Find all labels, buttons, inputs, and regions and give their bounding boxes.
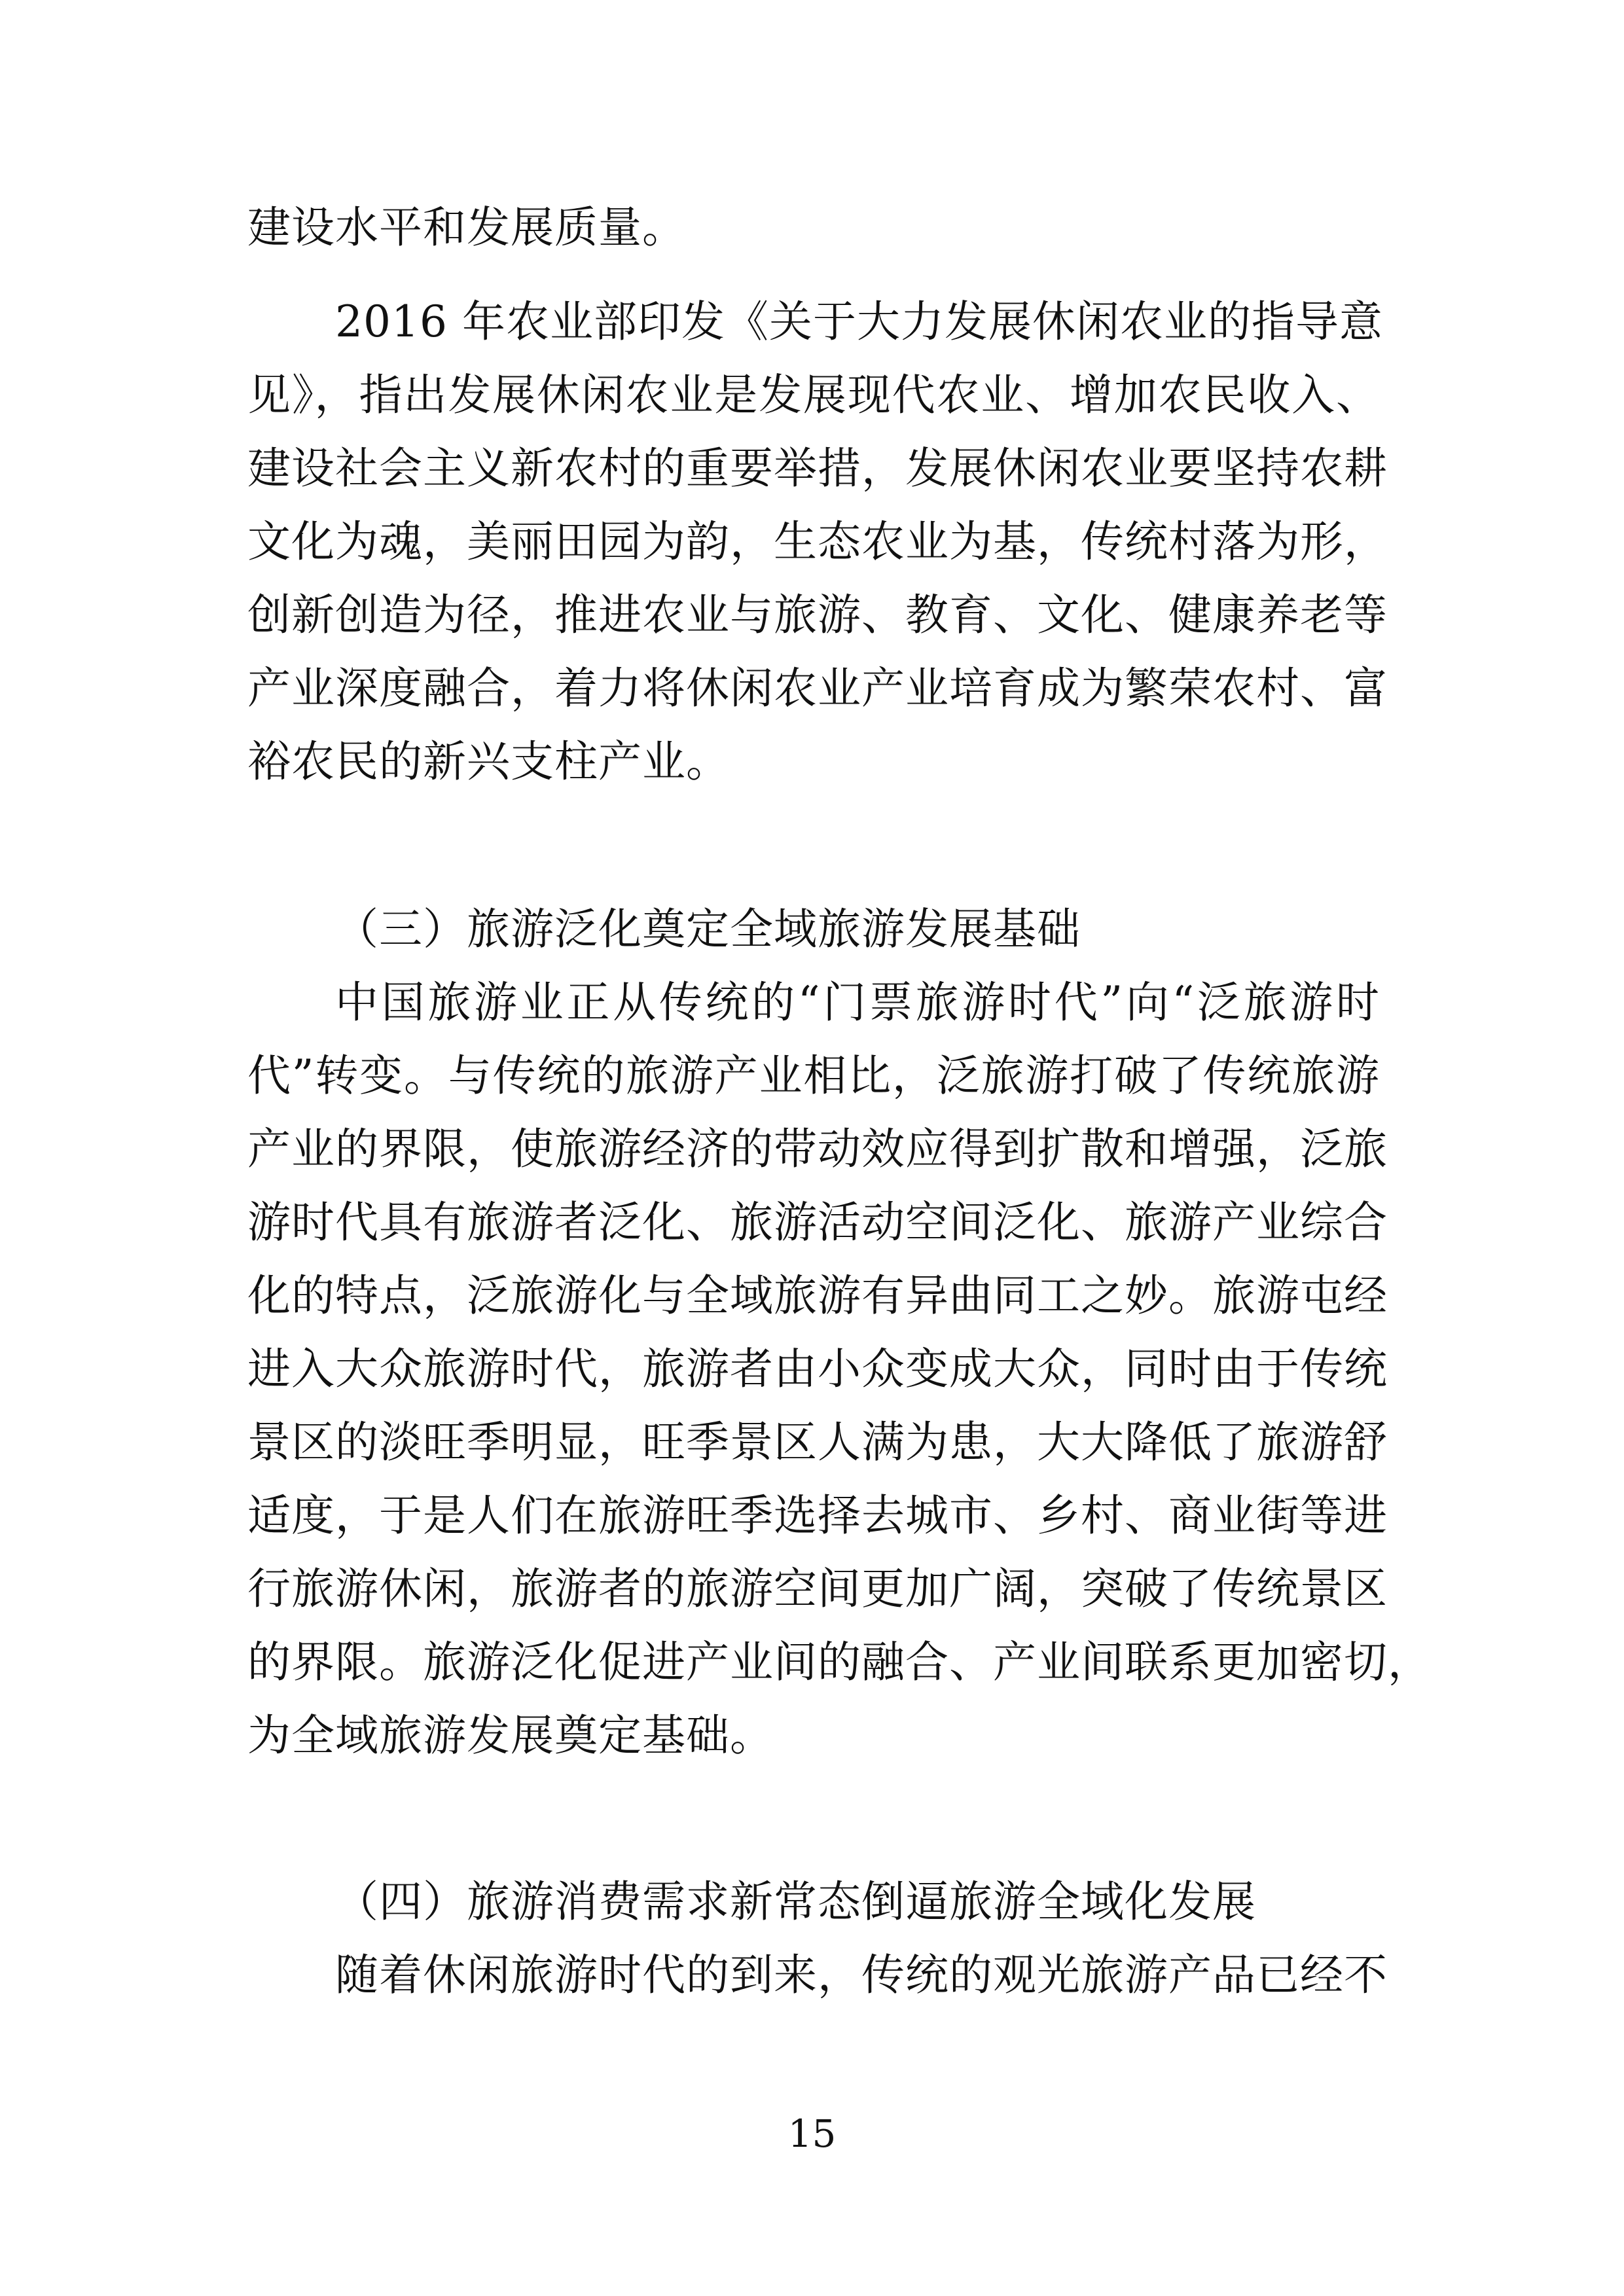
paragraph-line: 随着休闲旅游时代的到来，传统的观光旅游产品已经不 [335,1950,1388,2000]
paragraph-line: 中国旅游业正从传统的“门票旅游时代”向“泛旅游时 [335,977,1380,1028]
paragraph-line: 文化为魂，美丽田园为韵，生态农业为基，传统村落为形， [247,516,1388,567]
paragraph-line: 适度，于是人们在旅游旺季选择去城市、乡村、商业街等进 [247,1490,1388,1541]
paragraph-line: 为全域旅游发展奠定基础。 [247,1710,774,1761]
paragraph-line: 产业深度融合，着力将休闲农业产业培育成为繁荣农村、富 [247,663,1388,713]
paragraph-line: 景区的淡旺季明显，旺季景区人满为患，大大降低了旅游舒 [247,1417,1388,1467]
paragraph-line: 建设社会主义新农村的重要举措，发展休闲农业要坚持农耕 [247,443,1388,493]
paragraph-line: 2016 年农业部印发《关于大力发展休闲农业的指导意 [335,296,1383,347]
paragraph-line: 化的特点，泛旅游化与全域旅游有异曲同工之妙。旅游屯经 [247,1270,1388,1321]
paragraph-line: 进入大众旅游时代，旅游者由小众变成大众，同时由于传统 [247,1344,1388,1394]
paragraph-line: 裕农民的新兴支柱产业。 [247,736,730,787]
paragraph-line: 代”转变。与传统的旅游产业相比，泛旅游打破了传统旅游 [247,1050,1380,1101]
paragraph-line: 建设水平和发展质量。 [247,202,686,253]
paragraph-line: 创新创造为径，推进农业与旅游、教育、文化、健康养老等 [247,590,1388,640]
section-heading: （四）旅游消费需求新常态倒逼旅游全域化发展 [335,1876,1256,1927]
section-heading: （三）旅游泛化奠定全域旅游发展基础 [335,904,1081,954]
paragraph-line: 产业的界限，使旅游经济的带动效应得到扩散和增强，泛旅 [247,1124,1388,1174]
paragraph-line: 见》，指出发展休闲农业是发展现代农业、增加农民收入、 [247,370,1380,420]
page-number: 15 [787,2111,837,2156]
paragraph-line: 的界限。旅游泛化促进产业间的融合、产业间联系更加密切， [247,1637,1432,1687]
paragraph-line: 游时代具有旅游者泛化、旅游活动空间泛化、旅游产业综合 [247,1197,1388,1247]
paragraph-line: 行旅游休闲，旅游者的旅游空间更加广阔，突破了传统景区 [247,1564,1388,1614]
